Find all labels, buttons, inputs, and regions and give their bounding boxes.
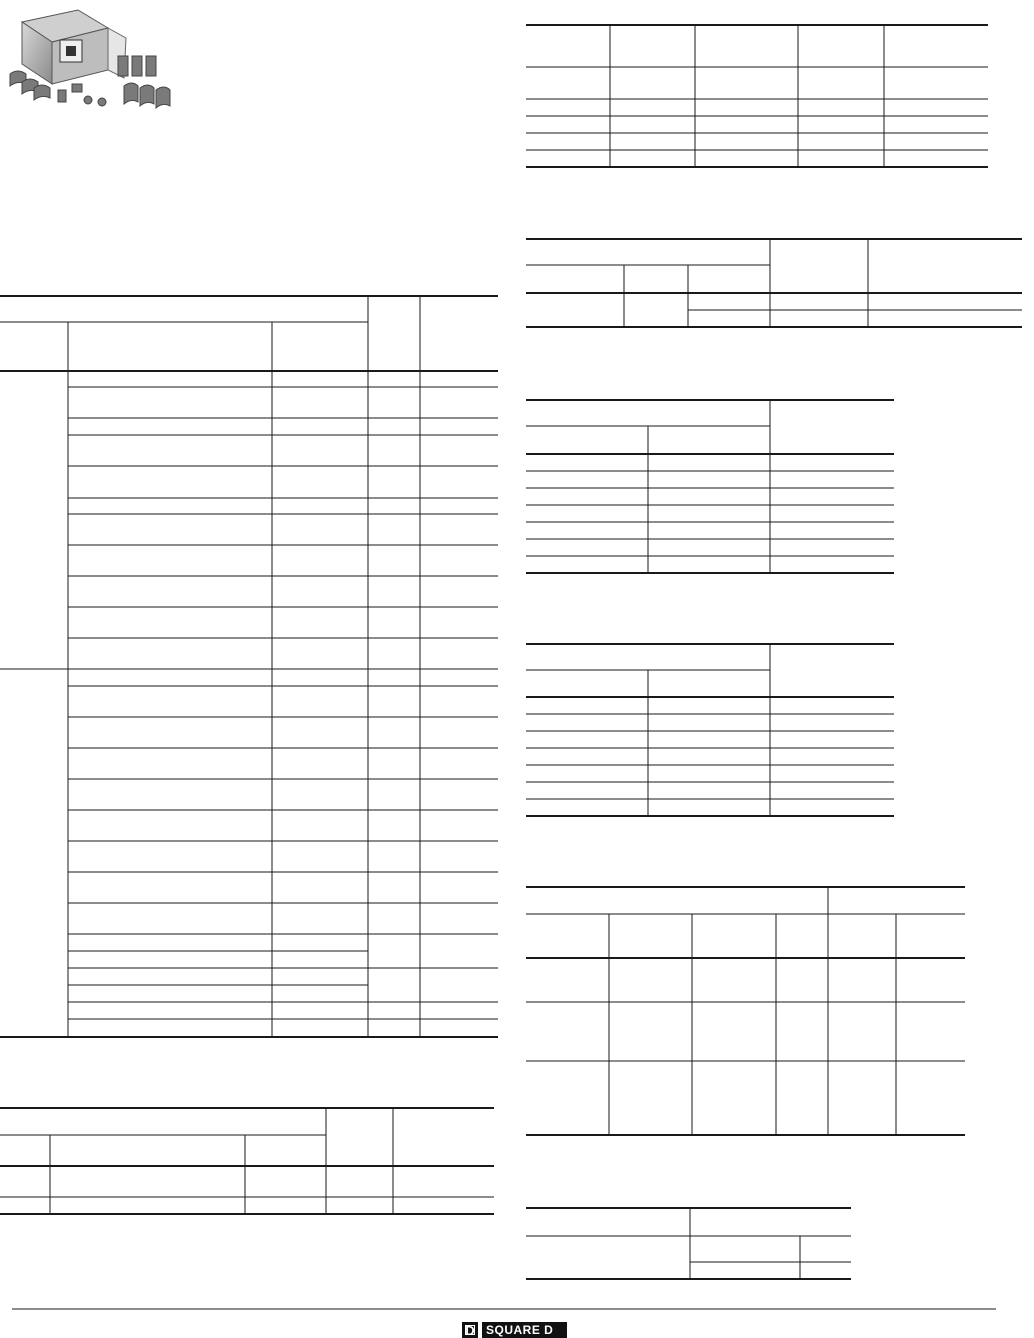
left-small-table — [0, 1108, 494, 1214]
right-table-6 — [526, 1208, 851, 1279]
left-parts-table — [0, 296, 498, 1037]
right-table-3 — [526, 400, 894, 573]
right-table-2 — [526, 239, 1022, 327]
square-d-logo — [462, 1322, 567, 1338]
square-d-mark-icon: D — [462, 1322, 478, 1338]
right-table-1 — [526, 25, 988, 167]
right-table-5 — [526, 887, 965, 1135]
brand-name: SQUARE D — [482, 1322, 567, 1338]
right-table-4 — [526, 644, 894, 816]
